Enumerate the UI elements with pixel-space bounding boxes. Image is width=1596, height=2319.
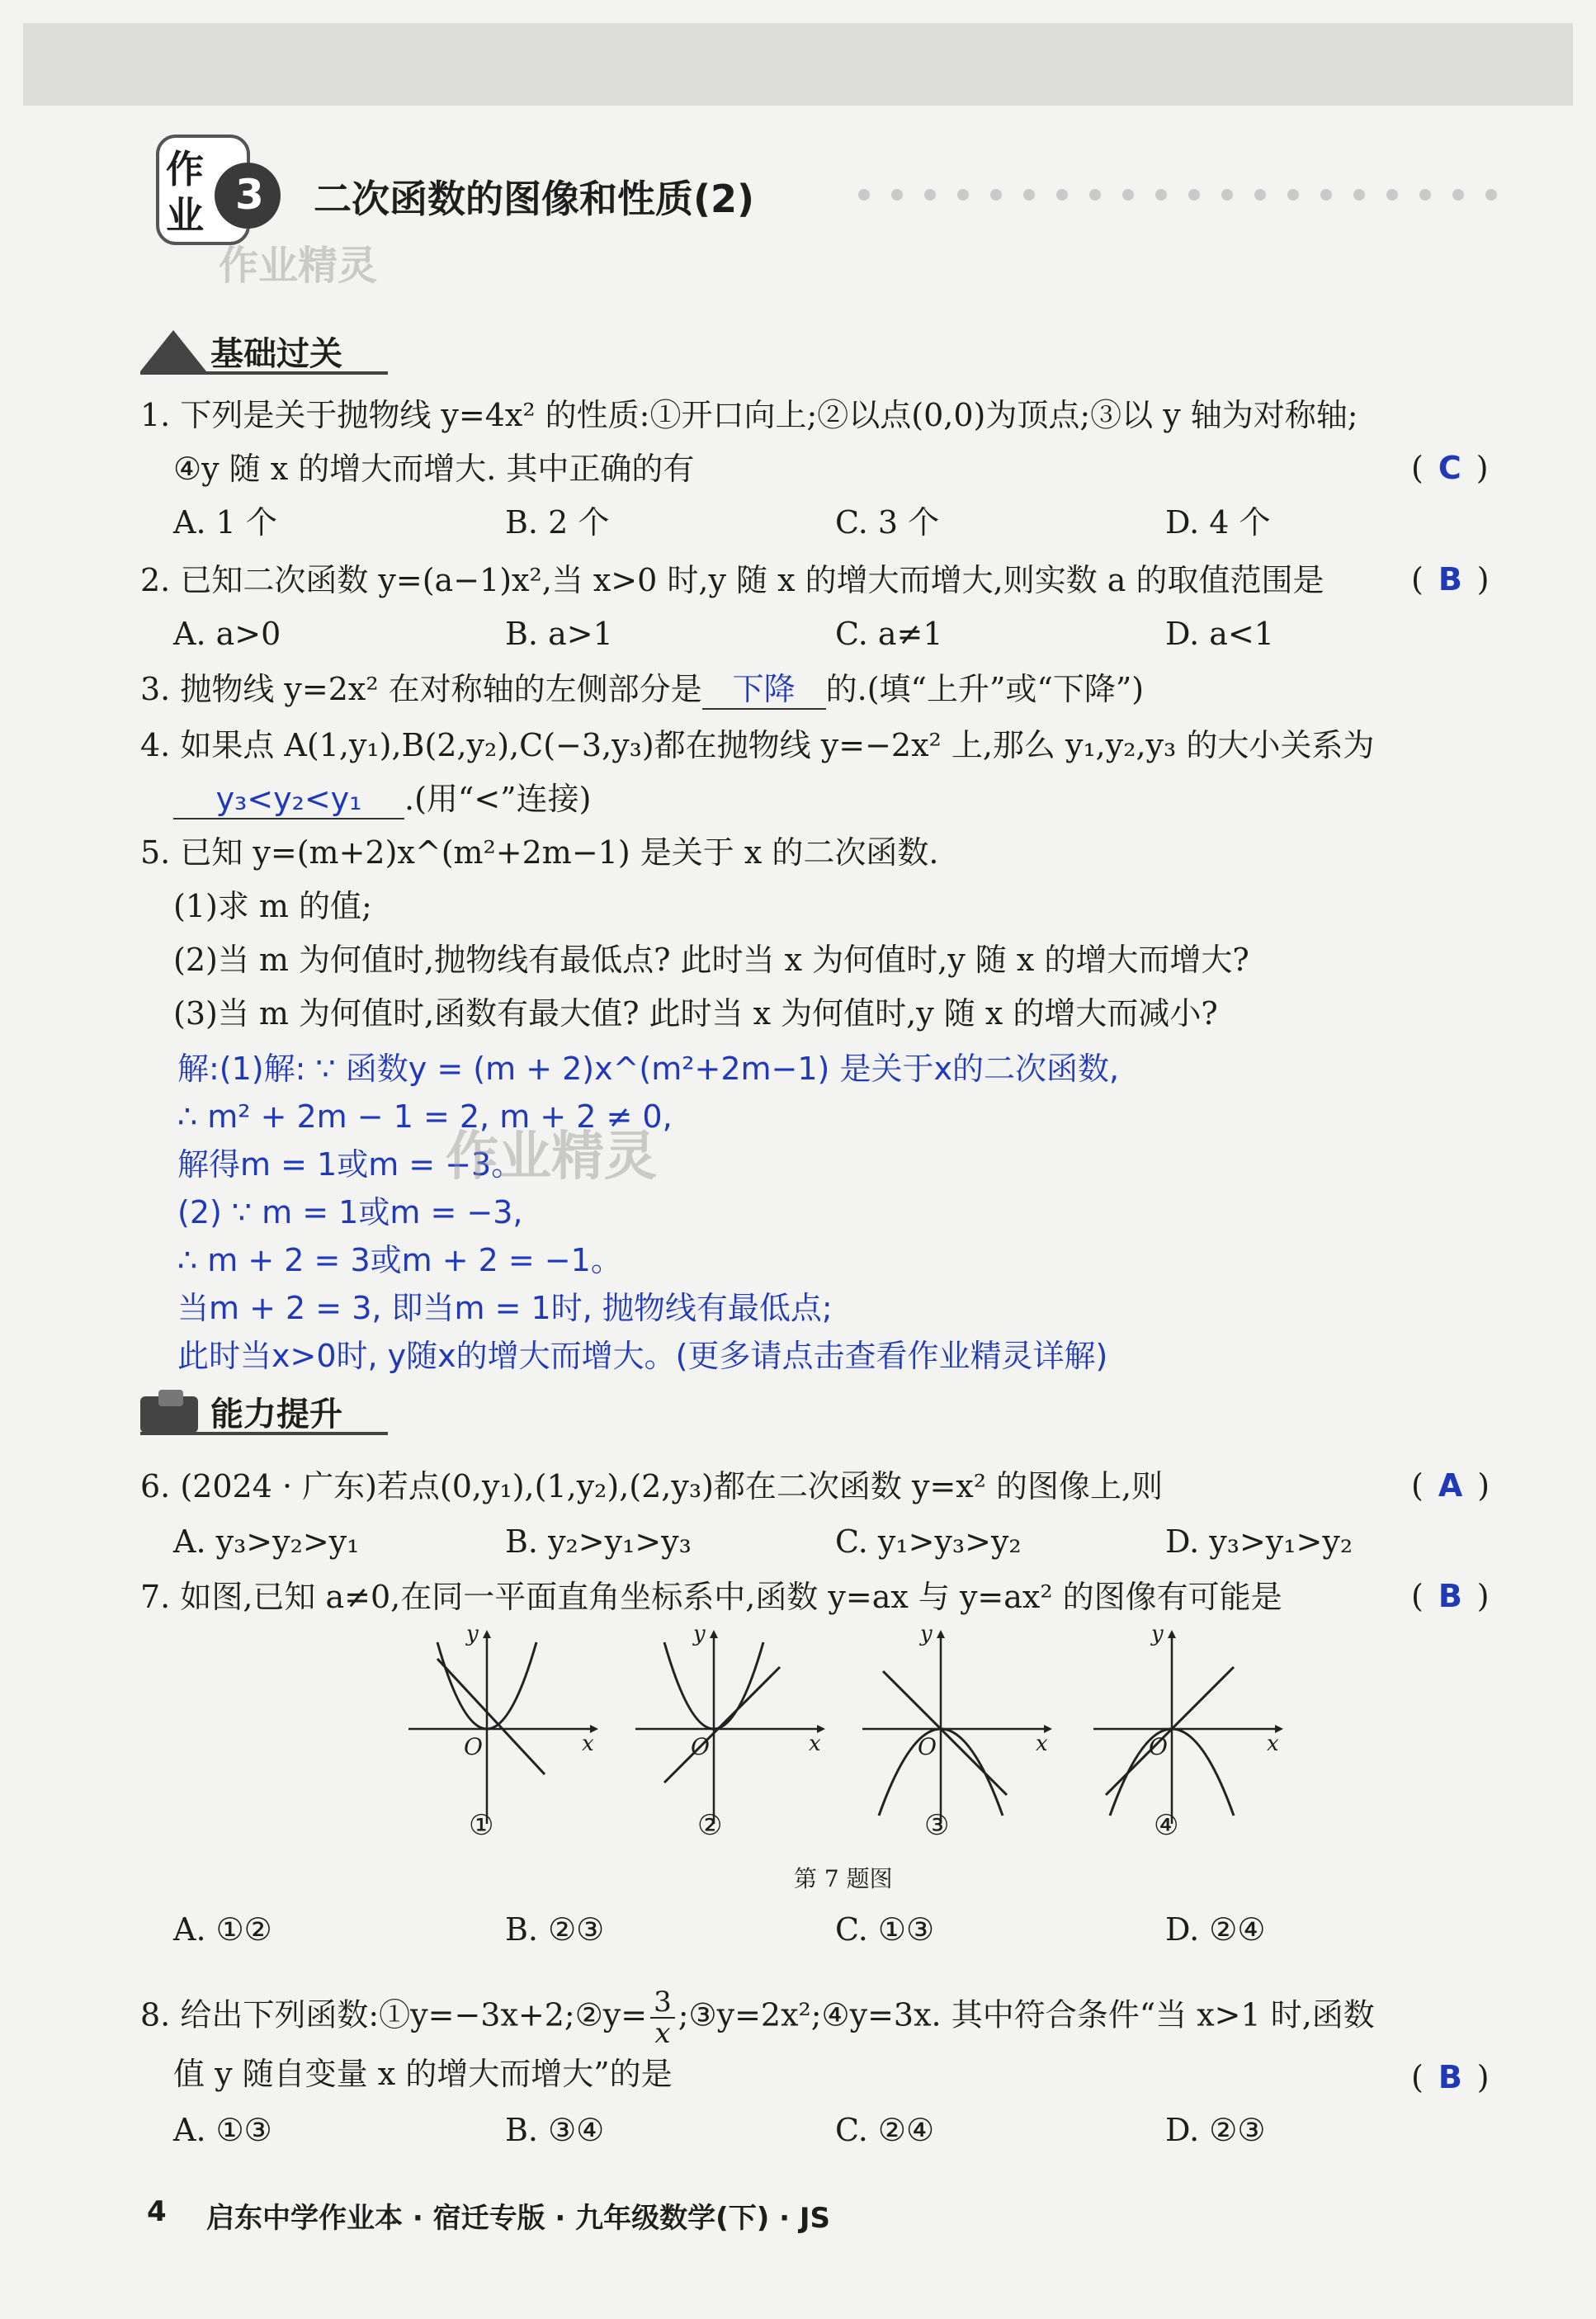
q7-option-a: A. ①② [173,1911,272,1948]
q2-option-b: B. a>1 [505,616,613,652]
graph-2-axis-y: y [693,1622,706,1646]
graph-2-origin: O [691,1733,710,1760]
header-dot-row [858,188,1518,204]
q6-option-a: A. y₃>y₂>y₁ [173,1523,360,1560]
q5-sub2: (2)当 m 为何值时,抛物线有最低点? 此时当 x 为何值时,y 随 x 的增大而增大? [173,942,1249,978]
q7-graph-1 [404,1622,602,1832]
graph-label-3: ③ [924,1809,950,1842]
q6-option-c: C. y₁>y₃>y₂ [835,1523,1022,1560]
q7-figure-caption: 第 7 题图 [794,1865,893,1892]
graph-label-2: ② [697,1809,723,1842]
q6-answer: A [1438,1467,1463,1504]
graph-1-axis-x: x [582,1731,594,1756]
graph-3-origin: O [918,1733,937,1760]
q3-prefix: 3. 抛物线 y=2x² 在对称轴的左侧部分是 [140,671,702,707]
q8-frac-den: x [654,2017,671,2050]
q7-graph-3 [858,1622,1056,1832]
footer-text: 启东中学作业本 · 宿迁专版 · 九年级数学(下) · JS [206,2202,830,2235]
graph-4-svg [1089,1626,1287,1832]
q1-answer: C [1438,450,1461,486]
page-title: 二次函数的图像和性质(2) [314,177,755,221]
solution-line-7: 此时当x>0时, y随x的增大而增大。(更多请点击查看作业精灵详解) [177,1338,1108,1374]
q3-suffix: 的.(填“上升”或“下降”) [825,671,1145,707]
q1-option-a: A. 1 个 [173,504,277,541]
graph-2-axis-x: x [809,1731,821,1756]
q2-line1: 2. 已知二次函数 y=(a−1)x²,当 x>0 时,y 随 x 的增大而增大,则实数 a 的取值范围是 [140,562,1324,598]
top-scan-band [23,23,1573,106]
q8-line1-end: ;③y=2x²;④y=3x. 其中符合条件“当 x>1 时,函数 [678,1996,1375,2033]
q1-option-c: C. 3 个 [835,504,940,541]
section-title-basic: 基础过关 [210,335,342,373]
q4-line2 [173,780,591,819]
section-title-advanced: 能力提升 [210,1396,342,1433]
q1-line2: ④y 随 x 的增大而增大. 其中正确的有 [173,451,695,487]
q8-line1 [140,1987,1375,2048]
graph-2-svg [631,1626,829,1832]
q8-option-c: C. ②④ [835,2112,935,2148]
badge-chars: 作业 [166,147,204,238]
q8-line2: 值 y 随自变量 x 的增大而增大”的是 [173,2056,673,2092]
graph-3-axis-x: x [1036,1731,1048,1756]
solution-line-5: ∴ m + 2 = 3或m + 2 = −1。 [177,1242,622,1278]
q8-line1-start: 8. 给出下列函数:①y=−3x+2;②y= [140,1996,648,2033]
q5-sub3: (3)当 m 为何值时,函数有最大值? 此时当 x 为何值时,y 随 x 的增大而减小? [173,995,1218,1032]
q2-option-a: A. a>0 [173,616,281,652]
q7-option-c: C. ①③ [835,1911,935,1948]
graph-4-axis-y: y [1151,1622,1164,1646]
q8-answer: B [1438,2059,1462,2095]
q6-answer-paren: ( A ) [1411,1467,1490,1504]
graph-1-svg [404,1626,602,1832]
q7-graph-4 [1089,1622,1287,1832]
solution-line-6: 当m + 2 = 3, 即当m = 1时, 抛物线有最低点; [177,1290,833,1326]
q2-option-d: D. a<1 [1165,616,1274,652]
q3-blank-answer: 下降 [732,671,796,707]
watermark-middle: 作业精灵 [446,1126,657,1188]
q1-answer-paren: ( C ) [1411,450,1489,486]
q4-line1: 4. 如果点 A(1,y₁),B(2,y₂),C(−3,y₃)都在抛物线 y=−2x² 上,那么 y₁,y₂,y₃ 的大小关系为 [140,727,1375,763]
q7-graph-2 [631,1622,829,1832]
page-number: 4 [147,2195,167,2228]
graph-4-axis-x: x [1267,1731,1279,1756]
q1-option-d: D. 4 个 [1165,504,1271,541]
q7-option-b: B. ②③ [505,1911,605,1948]
q6-line1: 6. (2024 · 广东)若点(0,y₁),(1,y₂),(2,y₃)都在二次函数 y=x² 的图像上,则 [140,1468,1164,1504]
q7-answer-paren: ( B ) [1411,1578,1490,1614]
q4-blank-answer: y₃<y₂<y₁ [215,781,362,817]
solution-line-1: 解:(1)解: ∵ 函数y = (m + 2)x^(m²+2m−1) 是关于x的二次函数, [177,1051,1120,1087]
q8-answer-paren: ( B ) [1411,2059,1490,2095]
q7-line1: 7. 如图,已知 a≠0,在同一平面直角坐标系中,函数 y=ax 与 y=ax² 的图像有可能是 [140,1579,1282,1615]
graph-4-origin: O [1149,1733,1168,1760]
q8-frac-num: 3 [650,1987,675,2019]
q6-option-b: B. y₂>y₁>y₃ [505,1523,692,1560]
q4-blank [173,780,404,819]
section-heading-basic [140,326,388,375]
graph-label-1: ① [469,1809,494,1842]
q3-line [140,670,1144,710]
q5-sub1: (1)求 m 的值; [173,888,372,924]
graph-3-axis-y: y [920,1622,933,1646]
q1-line1: 1. 下列是关于抛物线 y=4x² 的性质:①开口向上;②以点(0,0)为顶点;③以 y 轴为对称轴; [140,397,1358,433]
badge-number: 3 [235,171,264,219]
q7-option-d: D. ②④ [1165,1911,1266,1948]
q8-fraction [650,1987,675,2048]
q3-blank [702,670,826,710]
q8-option-b: B. ③④ [505,2112,605,2148]
graph-label-4: ④ [1154,1809,1179,1842]
q2-answer-paren: ( B ) [1411,561,1490,597]
graph-3-svg [858,1626,1056,1832]
solution-line-4: (2) ∵ m = 1或m = −3, [177,1194,523,1230]
q8-option-d: D. ②③ [1165,2112,1266,2148]
q2-option-c: C. a≠1 [835,616,943,652]
watermark-top: 作业精灵 [219,243,378,289]
section-heading-advanced [140,1386,388,1436]
graph-1-origin: O [464,1733,483,1760]
q4-suffix: .(用“<”连接) [404,781,592,817]
solution-line-2: ∴ m² + 2m − 1 = 2, m + 2 ≠ 0, [177,1098,673,1135]
q5-line1: 5. 已知 y=(m+2)x^(m²+2m−1) 是关于 x 的二次函数. [140,834,939,871]
q6-option-d: D. y₃>y₁>y₂ [1165,1523,1353,1560]
q8-option-a: A. ①③ [173,2112,272,2148]
q7-answer: B [1438,1578,1462,1614]
q2-answer: B [1438,561,1462,597]
graph-1-axis-y: y [466,1622,479,1646]
q1-option-b: B. 2 个 [505,504,610,541]
solution-line-3: 解得m = 1或m = −3。 [177,1146,523,1183]
